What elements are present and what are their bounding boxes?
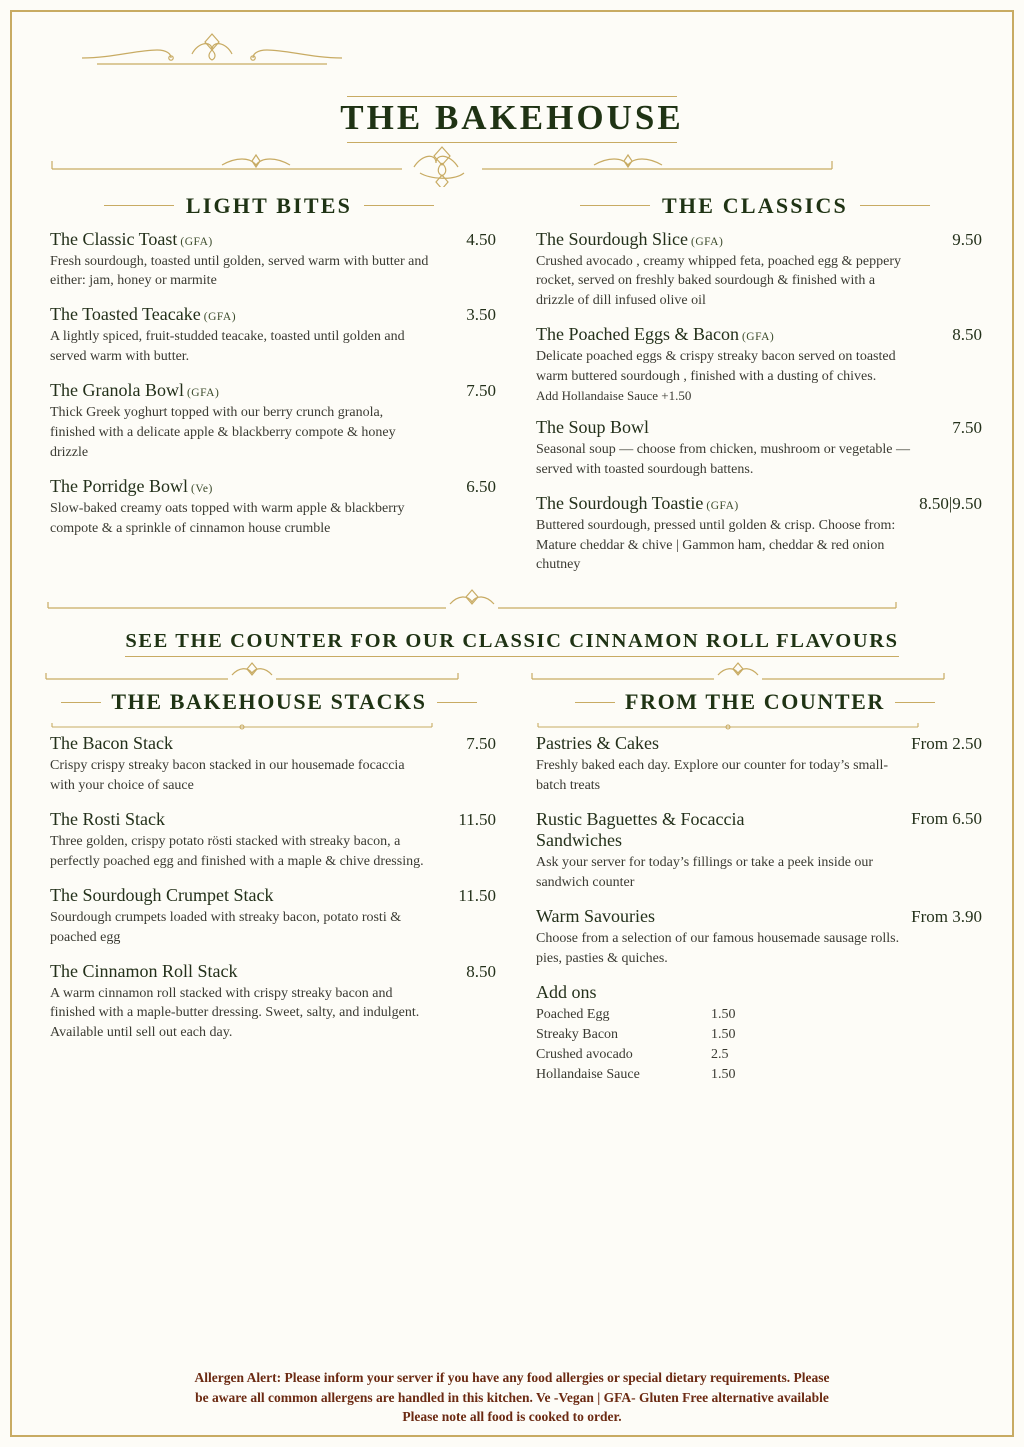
item-description: Sourdough crumpets loaded with streaky bacon, potato rosti & poached egg [50,909,402,945]
allergen-line-3: Please note all food is cooked to order. [402,1409,622,1425]
menu-item [42,476,496,539]
item-price: 3.50 [466,305,496,325]
item-name: The Rosti Stack [50,809,165,829]
item-tag: (GFA) [203,311,237,324]
stacks-ornament-icon [42,661,496,687]
addon-name: Poached Egg [536,1006,610,1022]
rule-right [364,205,434,206]
stacks-header [42,689,496,715]
item-price: From 3.90 [911,906,982,926]
section-light-bites [42,193,496,589]
addon-name: Crushed avocado [536,1047,633,1063]
item-description: Delicate poached eggs & crispy streaky bacon served on toasted warm buttered sourdough , finished with a dusting of chives. [536,349,896,384]
item-name-text: The Soup Bowl [536,416,650,437]
section-title-light-bites: LIGHT BITES [185,192,353,218]
addon-price: 2.5 [711,1047,729,1063]
addon-row [536,1005,982,1025]
item-name-text: The Toasted Teacake [50,304,201,325]
section-classics [528,193,982,589]
item-price: 7.50 [466,381,496,400]
counter-underline-ornament-icon [528,721,982,733]
item-price: From 2.50 [911,734,982,754]
item-tag: (GFA) [690,235,724,248]
item-price: 8.50 [466,961,496,981]
addon-price: 1.50 [711,1026,736,1042]
item-description: Slow-baked creamy oats topped with warm apple & blackberry compote & a sprinkle of cinnamon house crumble [50,500,405,536]
item-price: 11.50 [458,810,496,829]
menu-item [42,304,496,367]
page-title: THE BAKEHOUSE [340,98,684,137]
item-name-text: The Granola Bowl [50,380,184,400]
stacks-underline-ornament-icon [42,721,496,733]
item-price: 8.50 [952,325,982,345]
item-description: A lightly spiced, fruit-studded teacake, toasted until golden and served warm with butter. [50,329,405,365]
counter-ornament-icon [528,661,982,687]
masthead [42,96,982,143]
item-name [50,304,236,325]
menu-item [528,229,982,312]
item-name [50,229,213,250]
sub-title-ornament-icon [42,143,982,187]
item-name [536,417,652,438]
item-description: Crispy crispy streaky bacon stacked in our housemade focaccia with your choice of sauce [50,758,405,794]
addon-price: 1.50 [711,1006,736,1022]
item-name [536,493,739,514]
rule-right [860,205,930,206]
item-price: From 6.50 [911,809,982,828]
allergen-footer [12,1368,1012,1427]
item-name-text: The Sourdough Toastie [536,492,704,513]
item-price: 7.50 [466,734,496,754]
menu-item [42,733,496,796]
menu-item [528,733,982,796]
top-ornament-icon [42,28,982,80]
item-price: 6.50 [466,476,496,496]
item-price: 11.50 [458,885,496,905]
item-description: A warm cinnamon roll stacked with crispy streaky bacon and finished with a maple-butter dressing. Sweet, salty, and indulgent. Available until sell out each day. [50,985,420,1041]
addon-row [536,1065,982,1085]
item-price: 8.50|9.50 [919,493,982,513]
allergen-line-1: Allergen Alert: Please inform your server if you have any food allergies or special dietary requirements. Please [194,1370,830,1386]
item-name [50,476,213,497]
rule-right [895,702,935,703]
menu-item [42,229,496,292]
item-description: Crushed avocado , creamy whipped feta, poached egg & peppery rocket, served on freshly baked sourdough & finished with a drizzle of dill infused olive oil [536,253,902,309]
menu-item [528,906,982,969]
menu-item [528,417,982,480]
item-tag: (GFA) [180,235,213,248]
allergen-line-2: be aware all common allergens are handled in this kitchen. Ve -Vegan | GFA- Gluten Free alternative available [195,1389,829,1405]
item-tag: (GFA) [186,387,220,399]
rule-left [580,205,650,206]
item-description: Buttered sourdough, pressed until golden & crisp. Choose from: Mature cheddar & chive | Gammon ham, cheddar & red onion chutney [536,517,896,573]
item-tag: (Ve) [190,482,213,495]
section-title-counter: FROM THE COUNTER [625,689,885,715]
item-name-text: The Poached Eggs & Bacon [536,324,739,345]
item-name-text: The Porridge Bowl [50,475,188,496]
section-title-stacks: THE BAKEHOUSE STACKS [111,689,427,715]
top-columns [42,193,982,589]
addons-title: Add ons [536,981,597,1002]
addon-name: Hollandaise Sauce [536,1067,640,1083]
menu-item [528,324,982,404]
item-name: The Sourdough Crumpet Stack [50,884,274,905]
section-title-classics: THE CLASSICS [662,192,848,218]
item-name-text: The Sourdough Slice [536,228,688,249]
addon-price: 1.50 [711,1067,736,1083]
item-name [50,380,219,401]
item-name: Warm Savouries [536,905,656,926]
item-tag: (GFA) [741,331,775,344]
section-from-the-counter [528,689,982,1085]
menu-item [42,885,496,948]
rule-left [104,205,174,206]
banner-ornament-icon [42,588,982,616]
addon-name: Streaky Bacon [536,1026,619,1042]
rule-left [575,702,615,703]
item-description: Ask your server for today’s fillings or take a peek inside our sandwich counter [536,855,874,890]
item-name [536,324,774,345]
item-description: Three golden, crispy potato rösti stacked with streaky bacon, a perfectly poached egg and finished with a maple & chive dressing. [50,834,424,869]
addon-row [536,1045,982,1065]
banner-text: SEE THE COUNTER FOR OUR CLASSIC CINNAMON ROLL FLAVOURS [125,630,898,657]
bottom-columns [42,689,982,1085]
item-note: Add Hollandaise Sauce +1.50 [536,387,692,403]
menu-item [42,961,496,1044]
menu-item [528,809,982,893]
title-rule-top [347,96,677,97]
item-price: 7.50 [952,417,982,437]
item-description: Thick Greek yoghurt topped with our berry crunch granola, finished with a delicate apple & blackberry compote & honey drizzle [50,405,396,460]
menu-item [42,380,496,463]
item-description: Seasonal soup — choose from chicken, mushroom or vegetable — served with toasted sourdough battens. [536,441,911,477]
item-name: Rustic Baguettes & Focaccia Sandwiches [536,809,745,850]
counter-header [528,689,982,715]
lower-ornaments-row [42,661,982,687]
item-description: Fresh sourdough, toasted until golden, served warm with butter and either: jam, honey or marmite [50,253,429,289]
item-name: The Bacon Stack [50,733,173,754]
item-tag: (GFA) [706,499,739,512]
addons-block [528,982,982,1086]
item-name: Pastries & Cakes [536,733,659,754]
menu-item [42,809,496,872]
item-description: Freshly baked each day. Explore our counter for today’s small-batch treats [536,758,889,794]
item-name [536,229,723,250]
addon-row [536,1025,982,1045]
menu-frame [10,10,1014,1437]
item-name: The Cinnamon Roll Stack [50,960,238,981]
item-price: 9.50 [952,229,982,249]
light-bites-header [42,193,496,219]
item-price: 4.50 [466,229,496,249]
menu-item [528,493,982,576]
classics-header [528,193,982,219]
item-name-text: The Classic Toast [50,228,178,249]
section-stacks [42,689,496,1085]
rule-left [61,702,101,703]
counter-banner [42,628,982,657]
rule-right [437,702,477,703]
item-description: Choose from a selection of our famous housemade sausage rolls. pies, pasties & quiches. [536,930,900,966]
